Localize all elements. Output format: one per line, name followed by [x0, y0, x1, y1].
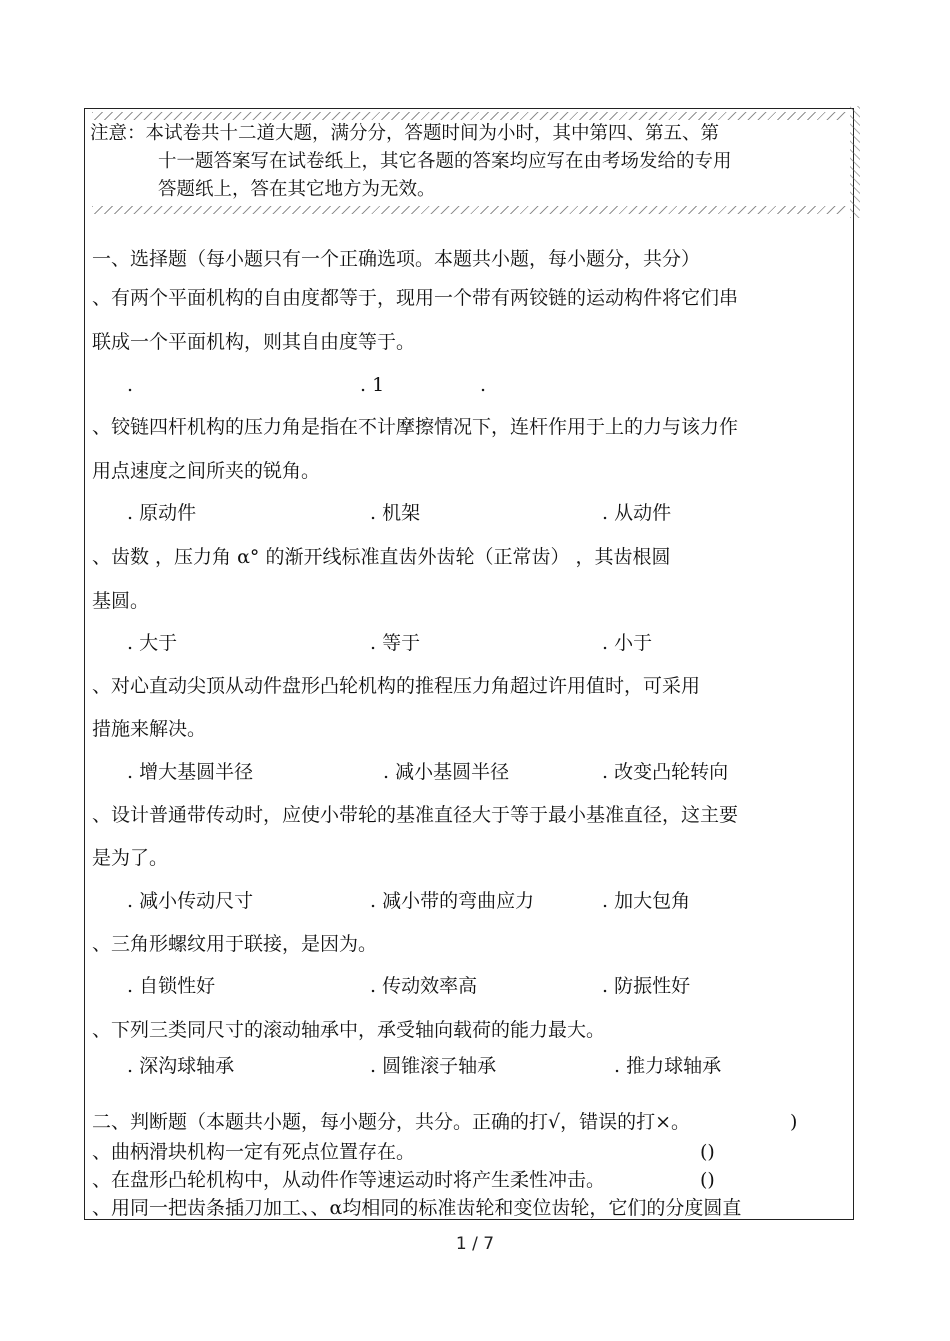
- q6-option-c: . 防振性好: [602, 975, 691, 997]
- q5-option-b: . 减小带的弯曲应力: [370, 890, 535, 912]
- q2-option-b: . 机架: [370, 502, 421, 524]
- q3-option-c: . 小于: [602, 632, 653, 654]
- q2-option-a: . 原动件: [127, 502, 197, 524]
- q5-line-2: 是为了。: [92, 847, 169, 869]
- q3-option-b: . 等于: [370, 632, 421, 654]
- hatch-border-side: [850, 106, 860, 218]
- q1-line-2: 联成一个平面机构，则其自由度等于。: [92, 331, 416, 353]
- notice-line-2: 十一题答案写在试卷纸上，其它各题的答案均应写在由考场发给的专用: [158, 151, 732, 172]
- judge-2: 、在盘形凸轮机构中，从动件作等速运动时将产生柔性冲击。: [92, 1169, 606, 1191]
- q6-line-1: 、三角形螺纹用于联接，是因为。: [92, 933, 378, 955]
- q6-option-b: . 传动效率高: [370, 975, 478, 997]
- q5-line-1: 、设计普通带传动时，应使小带轮的基准直径大于等于最小基准直径，这主要: [92, 804, 739, 826]
- q1-line-1: 、有两个平面机构的自由度都等于，现用一个带有两铰链的运动构件将它们串: [92, 287, 739, 309]
- notice-line-1: 注意：本试卷共十二道大题，满分分，答题时间为小时，其中第四、第五、第: [90, 123, 720, 144]
- q2-line-1: 、铰链四杆机构的压力角是指在不计摩擦情况下，连杆作用于上的力与该力作: [92, 416, 739, 438]
- notice-line-3: 答题纸上，答在其它地方为无效。: [158, 179, 436, 200]
- q3-option-a: . 大于: [127, 632, 178, 654]
- q7-option-a: . 深沟球轴承: [127, 1055, 235, 1077]
- hatch-border-top: [92, 112, 846, 120]
- section2-heading: 二、判断题（本题共小题，每小题分，共分。正确的打√，错误的打×。: [92, 1111, 691, 1133]
- q6-option-a: . 自锁性好: [127, 975, 216, 997]
- q4-option-a: . 增大基圆半径: [127, 761, 254, 783]
- q5-option-c: . 加大包角: [602, 890, 691, 912]
- q4-line-1: 、对心直动尖顶从动件盘形凸轮机构的推程压力角超过许用值时，可采用: [92, 675, 701, 697]
- notice-box: [88, 112, 850, 214]
- q1-option-c: .: [480, 374, 487, 396]
- q3-line-1: 、齿数 ，压力角 α° 的渐开线标准直齿外齿轮（正常齿） ，其齿根圆: [92, 546, 671, 568]
- section2-heading-close: ): [790, 1111, 798, 1133]
- judge-1: 、曲柄滑块机构一定有死点位置存在。: [92, 1141, 416, 1163]
- judge-2-mark: (): [700, 1169, 715, 1191]
- q2-line-2: 用点速度之间所夹的锐角。: [92, 460, 321, 482]
- q3-line-2: 基圆。: [92, 590, 150, 612]
- q2-option-c: . 从动件: [602, 502, 672, 524]
- q5-option-a: . 减小传动尺寸: [127, 890, 254, 912]
- section1-heading: 一、选择题（每小题只有一个正确选项。本题共小题，每小题分，共分）: [92, 248, 701, 270]
- q7-option-c: . 推力球轴承: [614, 1055, 722, 1077]
- judge-1-mark: (): [700, 1141, 715, 1163]
- q4-option-c: . 改变凸轮转向: [602, 761, 729, 783]
- q1-option-a: .: [127, 374, 134, 396]
- page-number: 1 / 7: [455, 1234, 495, 1254]
- q7-line-1: 、下列三类同尺寸的滚动轴承中，承受轴向载荷的能力最大。: [92, 1019, 606, 1041]
- q4-option-b: . 减小基圆半径: [383, 761, 510, 783]
- q4-line-2: 措施来解决。: [92, 718, 207, 740]
- q7-option-b: . 圆锥滚子轴承: [370, 1055, 497, 1077]
- hatch-border-bottom: [92, 206, 846, 214]
- q1-option-b: . 1: [360, 374, 385, 396]
- judge-3: 、用同一把齿条插刀加工、、α均相同的标准齿轮和变位齿轮，它们的分度圆直: [92, 1197, 742, 1219]
